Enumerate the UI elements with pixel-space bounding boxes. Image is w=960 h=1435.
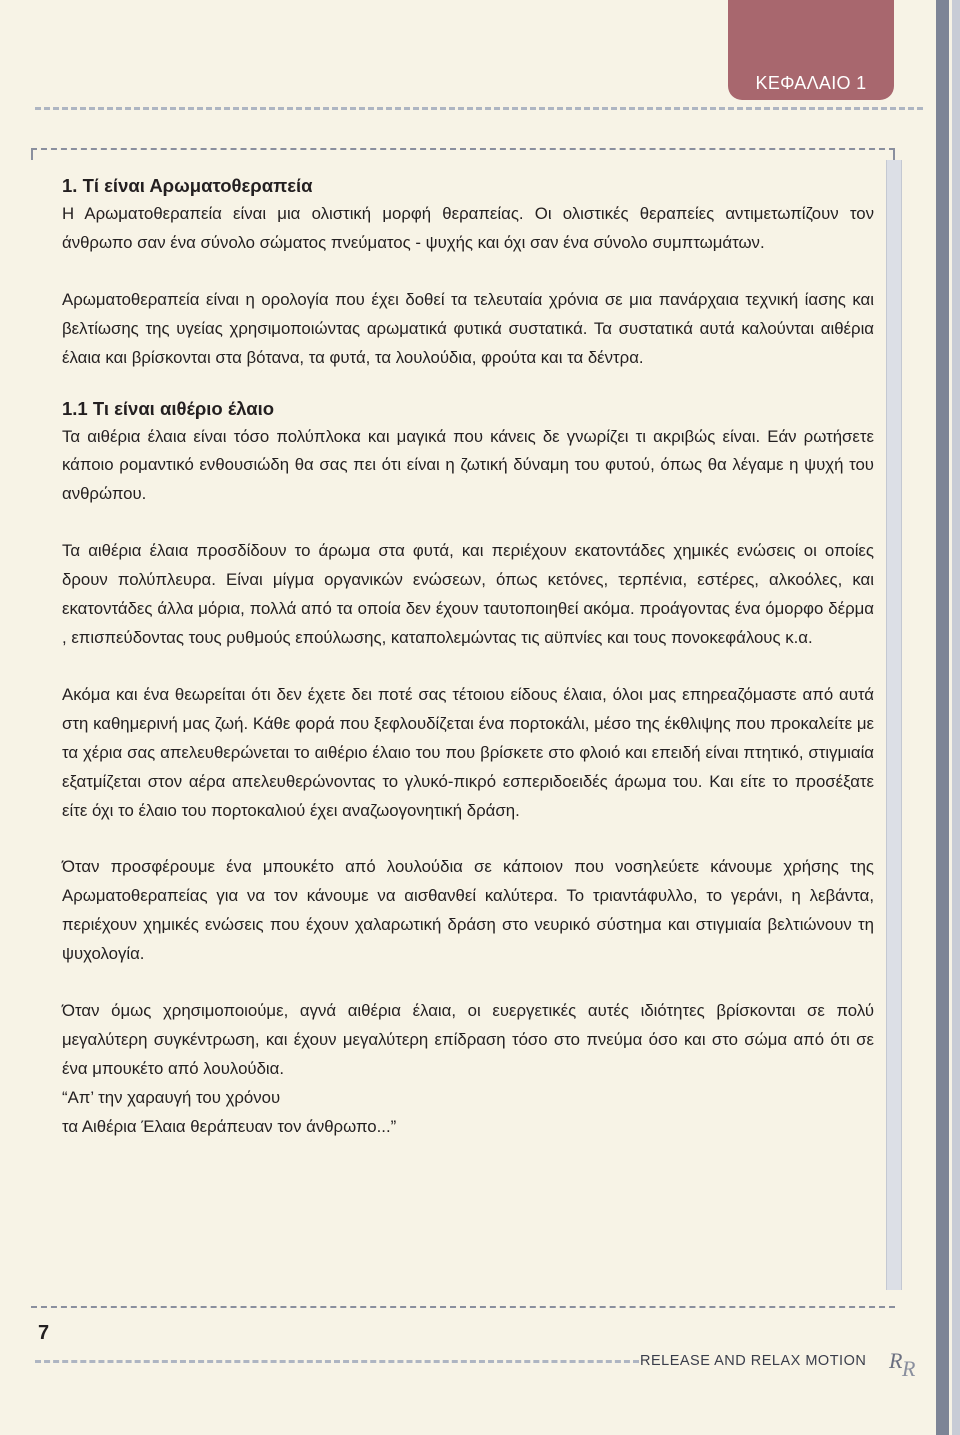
page-number: 7: [38, 1322, 50, 1344]
paragraph: Όταν όμως χρησιμοποιούμε, αγνά αιθέρια έλαια, οι ευεργετικές αυτές ιδιότητες βρίσκονται σε πολύ μεγαλύτερη συγκέντρωση, και έχουν μεγαλύτερη επίδραση τόσο στο πνεύμα όσο και στο σώμα από ότι σε ένα μπουκέτο από λουλούδια.: [62, 1001, 874, 1078]
paragraph: Τα αιθέρια έλαια προσδίδουν το άρωμα στα φυτά, και περιέχουν εκατοντάδες χημικές ενώσεις οι οποίες δρουν πολύπλευρα. Είναι μίγμα οργανικών ενώσεων, όπως κετόνες, τερπένια, εστέρες, αλκοόλες, και εκατοντάδες άλλα μόρια, πολλά από τα οποία δεν έχουν ταυτοποιηθεί ακόμα. προάγοντας ένα όμορφο δέρμα , επισπεύδοντας τους ρυθμούς επούλωσης, καταπολεμώντας τις αϋπνίες και τους πονοκεφάλους κ.α.: [62, 541, 874, 647]
footer-dashed-divider: [35, 1360, 639, 1363]
section-heading: 1. Τί είναι Αρωματοθεραπεία: [62, 175, 313, 196]
svg-text:R: R: [902, 1356, 916, 1380]
paragraph: Ακόμα και ένα θεωρείται ότι δεν έχετε δει ποτέ σας τέτοιου είδους έλαια, όλοι μας επηρεαζόμαστε από αυτά στη καθημερινή μας ζωή. Κάθε φορά που ξεφλουδίζεται ένα πορτοκάλι, μέσο της έκθλιψης που προκαλείτε με τα χέρια σας απελευθερώνεται το αιθέριο έλαιο του που βρίσκετε στο φλοιό και επειδή είναι πτητικό, στιγμιαία εξατμίζεται στον αέρα απελευθερώνοντας το γλυκό-πικρό εσπεριδοειδές άρωμα του. Και είτε το προσέξατε είτε όχι το έλαιο του πορτοκαλιού έχει αναζωογονητική δράση.: [62, 684, 874, 820]
page-content: [62, 172, 874, 1142]
chapter-label: ΚΕΦΑΛΑΙΟ 1: [755, 73, 867, 93]
brand-logo-icon: [888, 1344, 922, 1380]
page-edge-strip: [936, 0, 949, 1435]
paragraph: Αρωματοθεραπεία είναι η ορολογία που έχει δοθεί τα τελευταία χρόνια σε μια πανάρχαια τεχνική ίασης και βελτίωσης της υγείας χρησιμοποιώντας αρωματικά φυτικά συστατικά. Τα συστατικά αυτά καλούνται αιθέρια έλαια και βρίσκονται στα βότανα, τα φυτά, τα λουλούδια, φρούτα και τα δέντρα.: [62, 289, 874, 367]
svg-text:R: R: [889, 1348, 903, 1373]
quote-line: τα Αιθέρια Έλαια θεράπευαν τον άνθρωπο...”: [62, 1116, 397, 1136]
paragraph: Η Αρωματοθεραπεία είναι μια ολιστική μορφή θεραπείας. Οι ολιστικές θεραπείες αντιμετωπίζουν τον άνθρωπο σαν ένα σύνολο σώματος πνεύματος - ψυχής και όχι σαν ένα σύνολο συμπτωμάτων.: [62, 204, 874, 252]
side-decorative-bar: [886, 160, 902, 1290]
page-edge-strip-light: [952, 0, 960, 1435]
paragraph: Όταν προσφέρουμε ένα μπουκέτο από λουλούδια σε κάποιον που νοσηλεύετε κάνουμε χρήσης της Αρωματοθεραπείας για να τον κάνουμε να αισθανθεί καλύτερα. Το τριαντάφυλλο, το γεράνι, η λεβάντα, περιέχουν χημικές ενώσεις που έχουν χαλαρωτική δράση στο νευρικό σύστημα και στιγμιαία βελτιώνουν τη ψυχολογία.: [62, 857, 874, 964]
quote-line: “Απ’ την χαραυγή του χρόνου: [62, 1087, 281, 1107]
top-dashed-divider: [35, 107, 923, 110]
subsection-heading: 1.1 Τι είναι αιθέριο έλαιο: [62, 397, 275, 419]
paragraph: Τα αιθέρια έλαια είναι τόσο πολύπλοκα και μαγικά που κάνεις δε γνωρίζει τι ακριβώς είναι. Εάν ρωτήσετε κάποιο ρομαντικό ενθουσιώδη θα σας πει ότι είναι η ζωτική δύναμη του φυτού, όπως θα λέγαμε η ψυχή του ανθρώπου.: [62, 426, 874, 504]
footer-brand: RELEASE AND RELAX MOTION: [640, 1353, 867, 1369]
